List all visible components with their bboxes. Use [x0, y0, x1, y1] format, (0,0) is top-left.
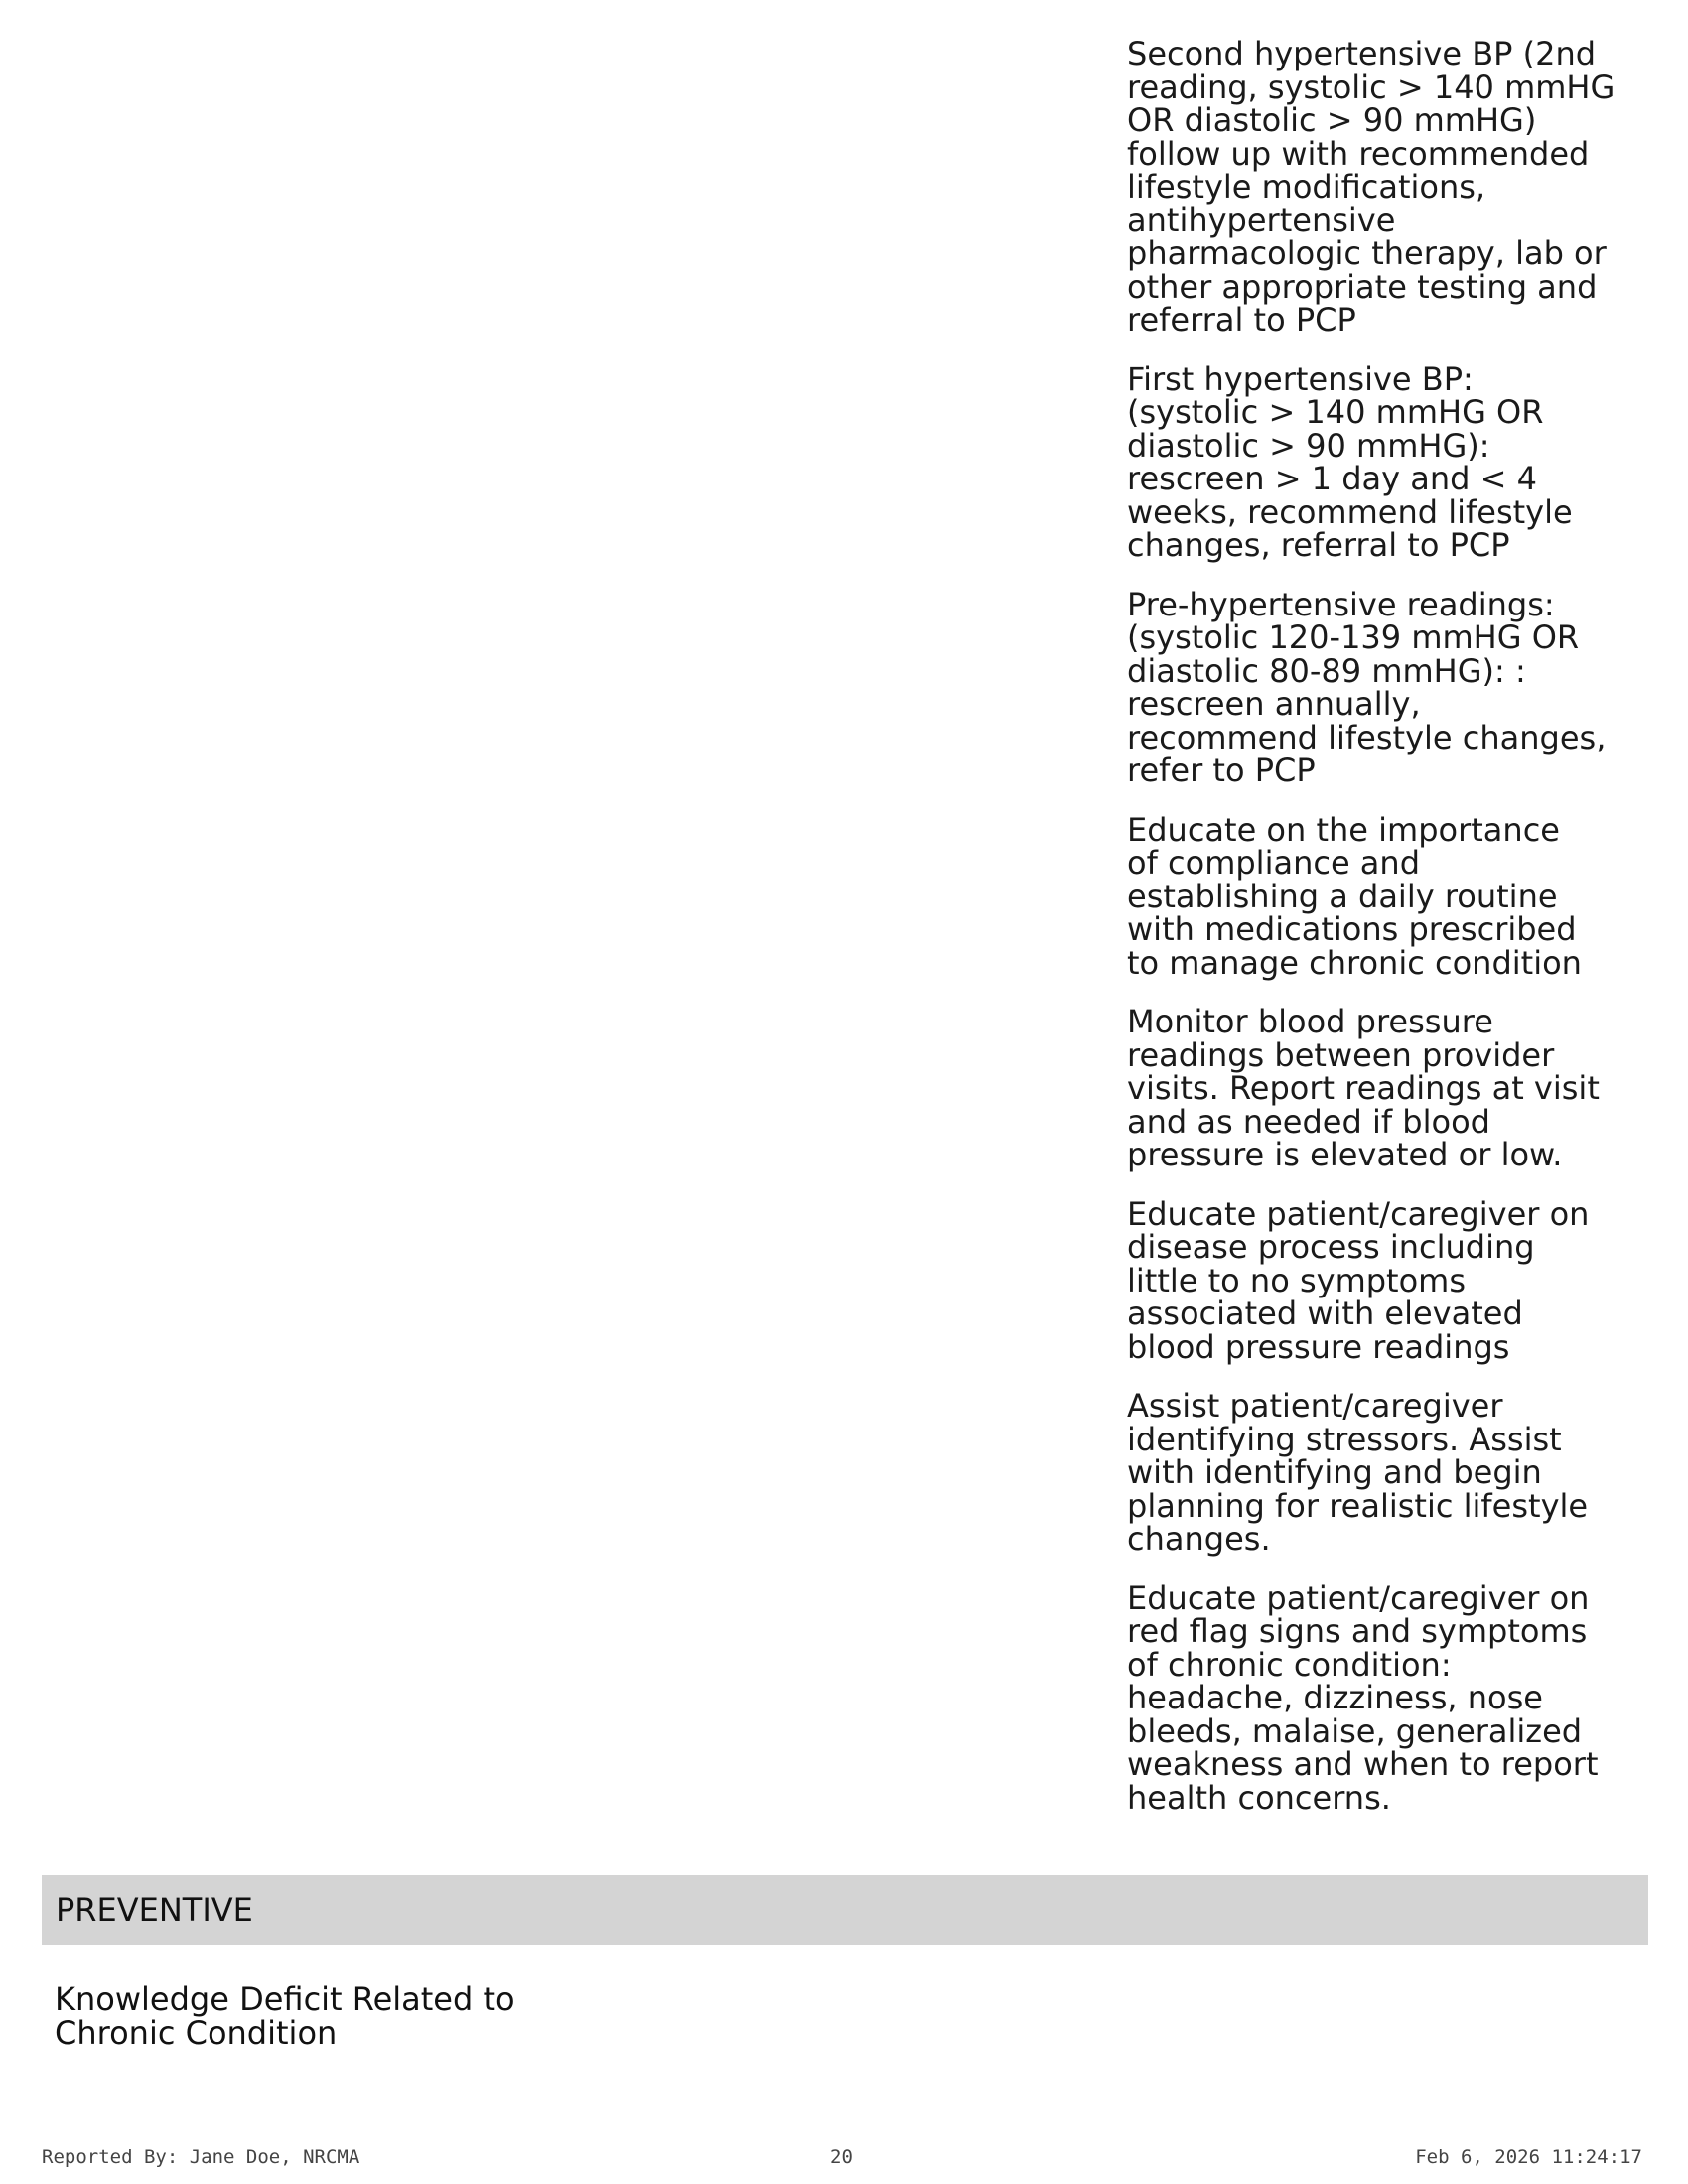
- section-title: PREVENTIVE: [56, 1891, 253, 1929]
- intervention-item: Educate patient/caregiver on disease process including little to no symptoms associated with elevated blood pressure readings: [1127, 1194, 1590, 1366]
- intervention-item: Monitor blood pressure readings between provider visits. Report readings at visit and as needed if blood pressure is elevated or low.: [1127, 1003, 1600, 1173]
- intervention-item: Educate on the importance of compliance and establishing a daily routine with medications prescribed to manage chronic condition: [1127, 810, 1582, 982]
- section-header: [42, 1875, 1648, 1945]
- intervention-item: Educate patient/caregiver on red flag signs and symptoms of chronic condition: headache, dizziness, nose bleeds, malaise, generalized weakness and when to report health concerns.: [1127, 1578, 1599, 1817]
- page-footer: [42, 2142, 1642, 2172]
- intervention-item: Second hypertensive BP (2nd reading, systolic > 140 mmHG OR diastolic > 90 mmHG) follow up with recommended lifestyle modifications, antihypertensive pharmacologic therapy, lab or other appropriate testing and referral to PCP: [1127, 35, 1616, 339]
- intervention-item: Pre-hypertensive readings: (systolic 120-139 mmHG OR diastolic 80-89 mmHG): : rescreen annually, recommend lifestyle changes, refer to PCP: [1127, 585, 1607, 789]
- reported-by: Reported By: Jane Doe, NRCMA: [42, 2146, 360, 2168]
- intervention-item: Assist patient/caregiver identifying stressors. Assist with identifying and begin planning for realistic lifestyle changes.: [1127, 1387, 1589, 1558]
- intervention-item: First hypertensive BP: (systolic > 140 mmHG OR diastolic > 90 mmHG): rescreen > 1 day and < 4 weeks, recommend lifestyle changes, referral to PCP: [1127, 359, 1573, 564]
- report-timestamp: Feb 6, 2026 11:24:17: [1415, 2146, 1642, 2168]
- intervention-list: [1127, 35, 1663, 1841]
- page-number: 20: [830, 2146, 853, 2168]
- problem-title: Knowledge Deficit Related to Chronic Condition: [55, 1980, 515, 2052]
